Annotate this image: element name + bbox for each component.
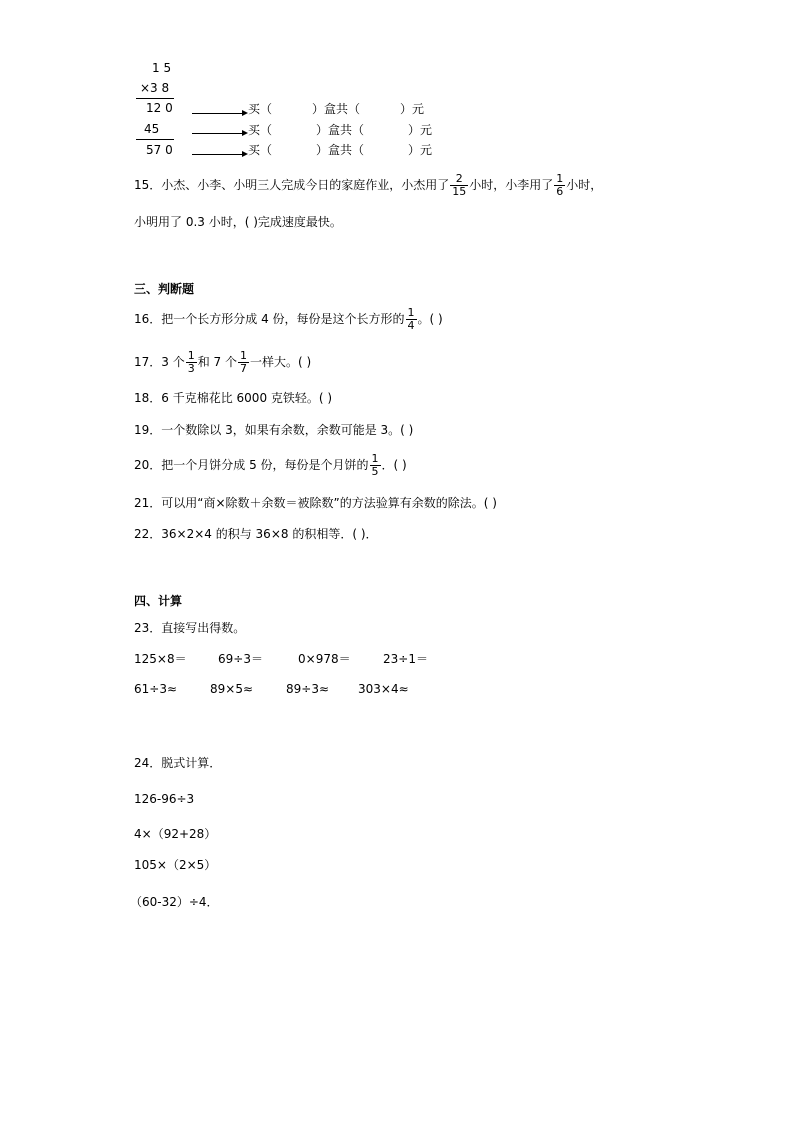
fraction-numerator: 2 — [450, 173, 468, 186]
q17-text-b: 和 7 个 — [197, 355, 237, 369]
mental-math-item: 61÷3≈ — [134, 682, 178, 696]
fraction-denominator: 3 — [187, 362, 195, 375]
question-21: 21．可以用“商×除数＋余数＝被除数”的方法验算有余数的除法。( ) — [134, 496, 497, 510]
multiplicand: 1 5 — [152, 61, 172, 75]
mental-math-item: 125×8＝ — [134, 652, 187, 666]
box-total-label: ）盒共（ — [316, 123, 365, 137]
q20-text-b: ．( ) — [381, 458, 407, 472]
arrow-icon — [192, 133, 246, 134]
q20-text-a: 20．把一个月饼分成 5 份，每份是个月饼的 — [134, 458, 369, 472]
section-4-title: 四、计算 — [134, 594, 183, 608]
fraction — [450, 173, 468, 198]
calc-divider-2 — [136, 139, 174, 140]
mental-math-item: 69÷3＝ — [218, 652, 263, 666]
fraction-denominator: 6 — [556, 185, 564, 198]
partial-product-2: 45 — [144, 122, 160, 136]
fill-row-2 — [248, 122, 432, 138]
mental-math-item: 0×978＝ — [298, 652, 351, 666]
yuan-label: ）元 — [408, 143, 433, 157]
question-23-title: 23．直接写出得数。 — [134, 621, 246, 635]
fraction-numerator: 1 — [407, 306, 415, 319]
fraction-numerator: 1 — [371, 452, 379, 465]
fill-row-1 — [248, 101, 424, 117]
q17-text-c: 一样大。( ) — [250, 355, 312, 369]
question-18: 18．6 千克棉花比 6000 克铁轻。( ) — [134, 391, 333, 405]
question-24-title: 24．脱式计算． — [134, 756, 222, 770]
fraction — [554, 173, 565, 198]
section-3-title: 三、判断题 — [134, 282, 195, 296]
q16-text-a: 16．把一个长方形分成 4 份，每份是这个长方形的 — [134, 312, 405, 326]
buy-label: 买（ — [248, 143, 273, 157]
final-product: 57 0 — [146, 143, 173, 157]
question-15-line-1 — [134, 170, 602, 200]
question-19: 19．一个数除以 3，如果有余数，余数可能是 3。( ) — [134, 423, 414, 437]
step-calc-item: 4×（92+28） — [134, 827, 217, 841]
question-20 — [134, 450, 407, 480]
mental-math-item: 23÷1＝ — [383, 652, 428, 666]
step-calc-item: 126-96÷3 — [134, 792, 195, 806]
q15-text-a: 15．小杰、小李、小明三人完成今日的家庭作业，小杰用了 — [134, 178, 450, 192]
fraction — [370, 453, 381, 478]
fraction — [186, 350, 197, 375]
fraction — [238, 350, 249, 375]
mental-math-item: 303×4≈ — [358, 682, 409, 696]
fraction-denominator: 15 — [452, 185, 467, 198]
buy-label: 买（ — [248, 123, 273, 137]
q17-text-a: 17．3 个 — [134, 355, 185, 369]
question-17 — [134, 347, 311, 377]
yuan-label: ）元 — [400, 102, 425, 116]
yuan-label: ）元 — [408, 123, 433, 137]
mental-math-item: 89×5≈ — [210, 682, 254, 696]
calc-divider-1 — [136, 98, 174, 99]
q16-text-b: 。( ) — [417, 312, 443, 326]
arrow-icon — [192, 113, 246, 114]
question-22: 22．36×2×4 的积与 36×8 的积相等．( )． — [134, 527, 378, 541]
fraction-numerator: 1 — [556, 172, 564, 185]
box-total-label: ）盒共（ — [312, 102, 361, 116]
fraction — [406, 307, 417, 332]
step-calc-item: 105×（2×5） — [134, 858, 217, 872]
q15-text-c: 小时， — [566, 178, 603, 192]
question-16 — [134, 304, 443, 334]
fraction-denominator: 7 — [240, 362, 247, 375]
buy-label: 买（ — [248, 102, 273, 116]
mental-math-item: 89÷3≈ — [286, 682, 330, 696]
partial-product-1: 12 0 — [146, 101, 173, 115]
fraction-denominator: 5 — [371, 465, 379, 478]
question-15-line-2: 小明用了 0.3 小时，( )完成速度最快。 — [134, 215, 342, 229]
q15-text-b: 小时，小李用了 — [469, 178, 554, 192]
fill-row-3 — [248, 142, 432, 158]
multiplier: ×3 8 — [140, 81, 170, 95]
fraction-denominator: 4 — [407, 319, 415, 332]
fraction-numerator: 1 — [240, 349, 247, 362]
fraction-numerator: 1 — [187, 349, 195, 362]
arrow-icon — [192, 154, 246, 155]
step-calc-item: （60-32）÷4． — [130, 895, 219, 909]
box-total-label: ）盒共（ — [316, 143, 365, 157]
